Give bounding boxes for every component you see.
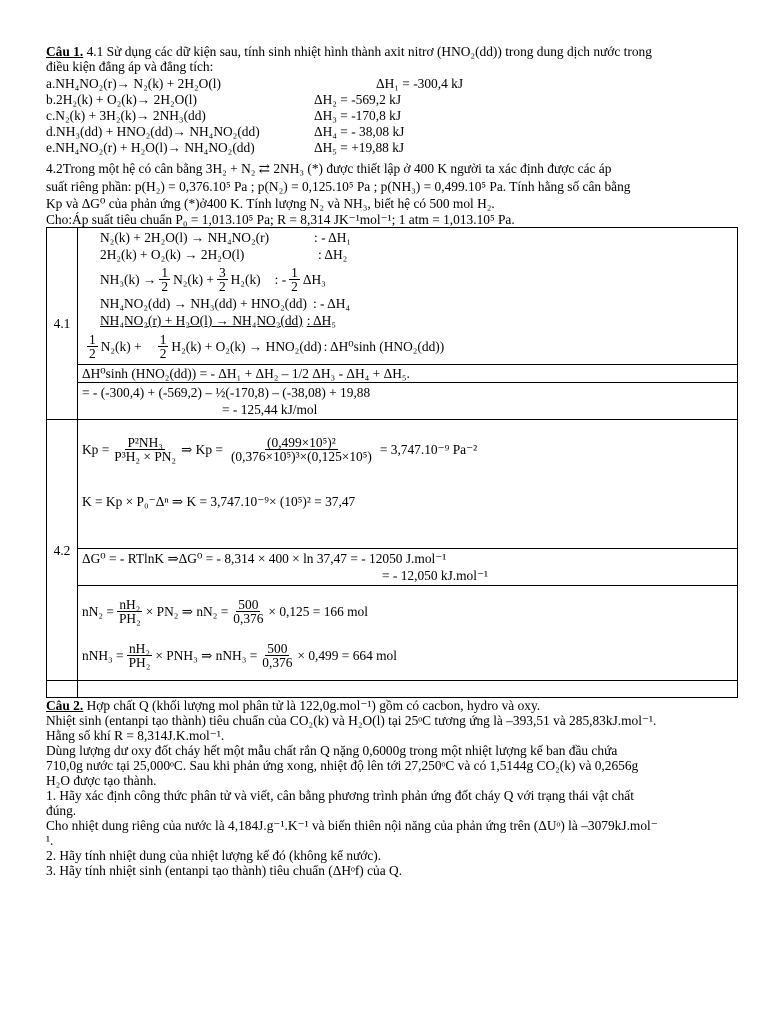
n-n2-ratio <box>117 598 143 625</box>
q2-line-4: Dùng lượng dư oxy đốt cháy hết một mẫu chất rắn Q nặng 0,6000g trong một nhiệt lượng kế ban đầu chứa <box>46 743 618 758</box>
step-sum-rest: H₂(k) + O₂(k) → HNO₂(dd) <box>171 338 322 354</box>
q2-line-8: đúng. <box>46 803 77 818</box>
q42-line-3: Kp và ΔG⁰ của phản ứng (*)ở400 K. Tính lượng N₂ và NH₃, biết hệ có 500 mol H₂. <box>46 196 495 211</box>
hess-value: = - 125,44 kJ/mol <box>222 402 318 417</box>
n-nh3-label: nNH₃ = <box>82 647 124 663</box>
hess-formula: ΔH⁰sinh (HNO₂(dd)) = - ΔH₁ + ΔH₂ – 1/2 ΔH₃ - ΔH₄ + ΔH₅. <box>78 365 738 383</box>
fraction-half-n2 <box>87 333 98 360</box>
num: P²NH₃ <box>127 434 163 450</box>
step-3-mid: N₂(k) + <box>173 271 214 287</box>
step-3-right: H₂(k) <box>230 271 261 287</box>
step-1-eq: N₂(k) + 2H₂O(l) → NH₄NO₂(r) <box>100 230 270 245</box>
solution-row-42-kp <box>47 420 738 549</box>
q1-label: Câu 1. <box>46 44 84 59</box>
solution-row-41-formula <box>47 365 738 383</box>
kp-fraction-2 <box>229 436 374 463</box>
moles-block <box>78 586 738 681</box>
q1-intro <box>46 44 748 59</box>
q2-line-12: 3. Hãy tính nhiệt sinh (entanpi tạo thành) tiêu chuẩn (ΔHᵒf) của Q. <box>46 863 403 878</box>
empty-cell <box>78 681 738 698</box>
q2-text: Hợp chất Q (khối lượng mol phân tử là 122,0g.mol⁻¹) gồm có cacbon, hydro và oxy. <box>86 698 541 713</box>
q2-block <box>46 698 748 878</box>
document-page <box>46 44 748 878</box>
n-nh3-value: × 0,499 = 664 mol <box>297 647 397 663</box>
num: (0,499×10⁵)² <box>267 434 336 450</box>
step-1-dh: : - ΔH₁ <box>314 230 352 245</box>
den: 2 <box>218 278 226 294</box>
step-4 <box>100 295 731 312</box>
den: PH₂ <box>118 610 141 626</box>
den: 0,376 <box>233 610 264 626</box>
step-2-eq: 2H₂(k) + O₂(k) → 2H₂O(l) <box>100 247 245 262</box>
q42-line-1: 4.2Trong một hệ có cân bằng 3H₂ + N₂ ⇄ 2NH₃ (*) được thiết lập ở 400 K người ta xác định được các áp <box>46 161 612 176</box>
num: 1 <box>159 331 167 347</box>
n-n2-equation <box>82 591 731 631</box>
reaction-equation: b.2H₂(k) + O₂(k)→ 2H₂O(l) <box>46 91 197 107</box>
hess-steps <box>78 228 738 365</box>
q1-intro-text: 4.1 Sử dụng các dữ kiện sau, tính sinh nhiệt hình thành axit nitrơ (HNO₂(dd)) trong dung dịch nước trong <box>86 44 652 59</box>
step-4-eq: NH₄NO₂(dd) → NH₃(dd) + HNO₂(dd) <box>100 296 307 311</box>
section-number-42: 4.2 <box>47 420 78 681</box>
num: 1 <box>291 264 298 280</box>
num: 500 <box>267 640 288 656</box>
q2-label: Câu 2. <box>46 698 84 713</box>
n-nh3-implies: × PNH₃ ⇒ nNH₃ = <box>155 647 258 663</box>
hess-substitution: = - (-300,4) + (-569,2) – ½(-170,8) – (-38,08) + 19,88 <box>82 385 371 400</box>
n-n2-value: × 0,125 = 166 mol <box>268 603 368 619</box>
den: 2 <box>159 345 167 361</box>
num: 1 <box>89 331 96 347</box>
solution-row-42-dg <box>47 549 738 586</box>
den: P³H₂ × PN₂ <box>114 448 177 464</box>
n-nh3-ratio <box>127 642 153 669</box>
reaction-equation: e.NH₄NO₂(r) + H₂O(l)→ NH₄NO₂(dd) <box>46 139 255 155</box>
q2-line-2: Nhiệt sinh (entanpi tạo thành) tiêu chuẩn của CO₂(k) và H₂O(l) tại 25ᵒC tương ứng là –393,51 và 285,83kJ.mol⁻¹. <box>46 713 657 728</box>
reaction-enthalpy: ΔH₁ = -300,4 kJ <box>376 75 464 91</box>
den: PH₂ <box>128 654 151 670</box>
section-number-41: 4.1 <box>47 228 78 420</box>
num: 3 <box>218 264 226 280</box>
den: 2 <box>89 345 96 361</box>
q2-line-11: 2. Hãy tính nhiệt dung của nhiệt lượng kế đó (không kể nước). <box>46 848 382 863</box>
dg-line-1: ΔG⁰ = - RTlnK ⇒ΔG⁰ = - 8,314 × 400 × ln 37,47 = - 12050 J.mol⁻¹ <box>82 551 447 566</box>
step-sum <box>84 329 731 363</box>
reaction-c <box>46 107 748 123</box>
dg-line-2: = - 12,050 kJ.mol⁻¹ <box>382 568 489 583</box>
step-5-dh: : ΔH₅ <box>306 313 336 328</box>
solution-row-41-result <box>47 383 738 420</box>
step-2-dh: : ΔH₂ <box>318 247 348 262</box>
kp-implies: ⇒ Kp = <box>181 441 223 457</box>
fraction-half-dh <box>289 266 300 293</box>
reaction-equation: c.N₂(k) + 3H₂(k)→ 2NH₃(dd) <box>46 107 206 123</box>
solution-row-42-moles <box>47 586 738 681</box>
den: 2 <box>161 278 169 294</box>
kp-block <box>78 420 738 549</box>
step-2 <box>100 246 731 263</box>
step-sum-dh: : ΔH⁰sinh (HNO₂(dd)) <box>323 338 445 354</box>
solution-table <box>46 227 738 698</box>
reaction-e <box>46 139 748 155</box>
q2-line-10: ¹. <box>46 833 54 848</box>
n-nh3-equation <box>82 635 731 675</box>
q1-intro-2: điều kiện đẳng áp và đẳng tích: <box>46 59 214 74</box>
step-5 <box>100 312 731 329</box>
n-n2-fraction <box>231 598 265 625</box>
step-3-left: NH₃(k) → <box>100 271 157 287</box>
q2-line-5: 710,0g nước tại 25,000ᵒC. Sau khi phản ứng xong, nhiệt độ lên tới 27,250ᵒC và có 1,5144g CO₂(k) và 0,2656g <box>46 758 639 773</box>
q2-line-7: 1. Hãy xác định công thức phân tử và viết, cân bằng phương trình phản ứng đốt cháy Q với trạng thái vật chất <box>46 788 634 803</box>
step-3 <box>100 263 731 295</box>
q2-line-1 <box>46 698 748 713</box>
hess-result <box>78 383 738 420</box>
solution-row-empty <box>47 681 738 698</box>
q42-line-4: Cho:Áp suất tiêu chuẩn P₀ = 1,013.10⁵ Pa; R = 8,314 JK⁻¹mol⁻¹; 1 atm = 1,013.10⁵ Pa. <box>46 212 515 227</box>
solution-row-41-steps <box>47 228 738 365</box>
fraction-half <box>159 266 170 293</box>
den: 0,376 <box>262 654 293 670</box>
reaction-b <box>46 91 748 107</box>
n-nh3-fraction <box>260 642 294 669</box>
k-equation: K = Kp × P₀⁻Δⁿ ⇒ K = 3,747.10⁻⁹× (10⁵)² = 37,47 <box>82 494 356 509</box>
q2-line-3: Hằng số khí R = 8,314J.K.mol⁻¹. <box>46 728 225 743</box>
q42-line-2: suất riêng phần: p(H₂) = 0,376.10⁵ Pa ; p(N₂) = 0,125.10⁵ Pa ; p(NH₃) = 0,499.10⁵ Pa. Tính hằng số cân bằng <box>46 179 631 194</box>
reaction-equation: d.NH₃(dd) + HNO₂(dd)→ NH₄NO₂(dd) <box>46 123 260 139</box>
step-5-eq: NH₄NO₂(r) + H₂O(l) → NH₄NO₂(dd) <box>100 313 303 328</box>
step-1 <box>100 229 731 246</box>
dg-block <box>78 549 738 586</box>
q2-line-9: Cho nhiệt dung riêng của nước là 4,184J.g⁻¹.K⁻¹ và biến thiên nội năng của phản ứng trên (ΔUᵒ) là –3079kJ.mol⁻ <box>46 818 658 833</box>
kp-value: = 3,747.10⁻⁹ Pa⁻² <box>379 441 478 457</box>
q2-line-6: H₂O được tạo thành. <box>46 773 157 788</box>
step-4-dh: : - ΔH₄ <box>312 296 351 311</box>
fraction-three-halves <box>217 266 228 293</box>
num: nH₂ <box>119 596 141 612</box>
step-sum-n2: N₂(k) + <box>100 338 142 354</box>
step-3-dh: ΔH₃ <box>302 271 326 287</box>
reaction-equation: a.NH₄NO₂(r)→ N₂(k) + 2H₂O(l) <box>46 75 221 91</box>
den: 2 <box>291 278 298 294</box>
reaction-enthalpy: ΔH₅ = +19,88 kJ <box>314 139 405 155</box>
kp-equation <box>82 427 731 471</box>
fraction-half-h2 <box>158 333 169 360</box>
reaction-enthalpy: ΔH₂ = -569,2 kJ <box>314 91 402 107</box>
reaction-enthalpy: ΔH₃ = -170,8 kJ <box>314 107 402 123</box>
n-n2-label: nN₂ = <box>82 603 114 619</box>
kp-label: Kp = <box>82 441 110 457</box>
num: nH₂ <box>128 640 151 656</box>
den: (0,376×10⁵)³×(0,125×10⁵) <box>230 448 372 464</box>
section-number-empty <box>47 681 78 698</box>
num: 1 <box>161 264 169 280</box>
n-n2-implies: × PN₂ ⇒ nN₂ = <box>145 603 229 619</box>
reaction-a <box>46 75 748 91</box>
reaction-d <box>46 123 748 139</box>
reaction-list <box>46 75 748 155</box>
kp-fraction-1 <box>112 436 178 463</box>
num: 500 <box>238 596 259 612</box>
reaction-enthalpy: ΔH₄ = - 38,08 kJ <box>314 123 405 139</box>
step-3-dh-sign: : - <box>274 271 287 287</box>
